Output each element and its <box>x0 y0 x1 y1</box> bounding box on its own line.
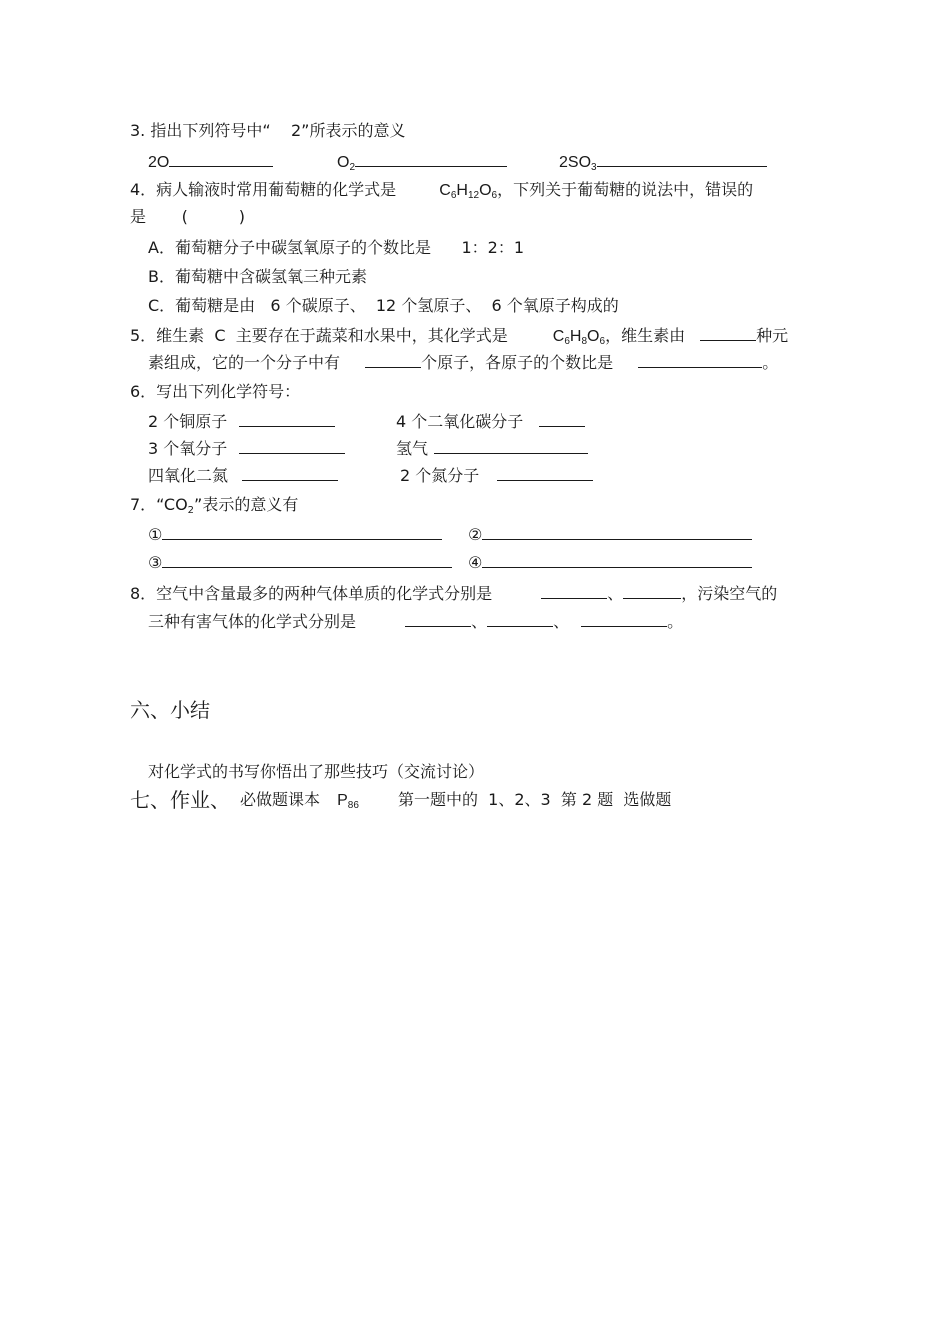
question-4-option-a: A．葡萄糖分子中碳氢氧原子的个数比是 1：2：1 <box>148 238 525 257</box>
answer-blank[interactable] <box>541 583 607 599</box>
answer-blank[interactable] <box>169 151 273 167</box>
formula-O2: $O_2$ <box>337 154 356 173</box>
answer-blank[interactable] <box>487 611 553 627</box>
formula-2O: 2O <box>148 154 170 171</box>
question-7-line-1: ① <box>148 524 442 545</box>
question-3-item-2SO3 <box>559 151 767 178</box>
answer-blank[interactable] <box>597 151 767 167</box>
answer-blank[interactable] <box>355 151 507 167</box>
question-6-item: 3 个氧分子 <box>148 438 345 459</box>
question-4-prompt-cont: 是 ( ) <box>130 207 245 226</box>
answer-blank[interactable] <box>239 438 345 454</box>
answer-blank[interactable] <box>482 552 752 568</box>
question-4-prompt: 4．病人输液时常用葡萄糖的化学式是 $C_6H_{12}O_6$，下列关于葡萄糖的说法中，错误的 <box>130 180 754 201</box>
question-5-prompt: 5．维生素 C 主要存在于蔬菜和水果中，其化学式是 $C_6H_8O_6$，维生素由 种元 <box>130 326 789 347</box>
question-5-prompt-cont: 素组成，它的一个分子中有 个原子，各原子的个数比是 。 <box>148 353 779 372</box>
answer-blank[interactable] <box>700 325 756 341</box>
section-6-text: 对化学式的书写你悟出了那些技巧（交流讨论） <box>148 762 485 781</box>
question-7-line-2: ② <box>468 524 752 545</box>
answer-blank[interactable] <box>482 524 752 540</box>
question-3-prompt: 3. 指出下列符号中“ 2”所表示的意义 <box>130 121 406 140</box>
question-6-item: 4 个二氧化碳分子 <box>396 411 585 432</box>
question-6-item: 氢气 <box>396 438 588 459</box>
section-7-heading: 七、作业、 <box>130 788 230 812</box>
answer-blank[interactable] <box>405 611 471 627</box>
question-6-item: 2 个铜原子 <box>148 411 335 432</box>
question-8-prompt: 8．空气中含量最多的两种气体单质的化学式分别是 、 ，污染空气的 <box>130 584 778 603</box>
answer-blank[interactable] <box>242 465 338 481</box>
formula-glucose: $C_6H_{12}O_6$ <box>439 182 498 201</box>
question-7-prompt: 7．“$CO_2$”表示的意义有 <box>130 495 299 516</box>
question-6-prompt: 6．写出下列化学符号： <box>130 382 301 401</box>
section-6-heading: 六、小结 <box>130 698 210 722</box>
answer-blank[interactable] <box>581 611 667 627</box>
answer-blank[interactable] <box>162 552 452 568</box>
answer-blank[interactable] <box>434 438 588 454</box>
question-7-line-4: ④ <box>468 552 752 573</box>
formula-2SO3: $2SO_3$ <box>559 154 597 173</box>
question-6-item: 四氧化二氮 <box>148 465 338 486</box>
section-7-text: 必做题课本 $P_{86}$ 第一题中的 1、2、3 第 2 题 选做题 <box>240 790 672 811</box>
question-4-option-b: B．葡萄糖中含碳氢氧三种元素 <box>148 267 367 286</box>
answer-blank[interactable] <box>365 352 421 368</box>
answer-blank[interactable] <box>623 583 681 599</box>
formula-vitamin-c: $C_6H_8O_6$ <box>552 328 606 347</box>
question-3-item-O2 <box>337 151 507 178</box>
question-8-prompt-cont: 三种有害气体的化学式分别是 、 、 。 <box>148 612 684 631</box>
answer-blank[interactable] <box>162 524 442 540</box>
page-reference: $P_{86}$ <box>337 792 359 811</box>
answer-blank[interactable] <box>239 411 335 427</box>
answer-blank[interactable] <box>638 352 762 368</box>
answer-blank[interactable] <box>539 411 585 427</box>
question-3-item-2O <box>148 151 273 173</box>
question-6-item: 2 个氮分子 <box>400 465 593 486</box>
question-7-line-3: ③ <box>148 552 452 573</box>
answer-blank[interactable] <box>497 465 593 481</box>
question-4-option-c: C．葡萄糖是由 6 个碳原子、 12 个氢原子、 6 个氧原子构成的 <box>148 296 619 315</box>
